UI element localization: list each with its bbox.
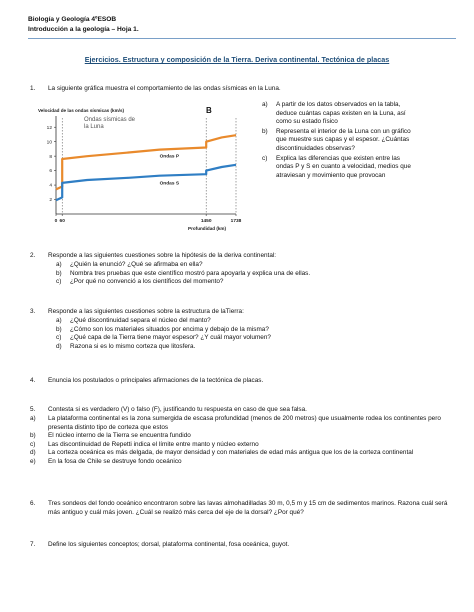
q3-text: Responde a las siguientes cuestiones sobre la estructura de laTierra: xyxy=(48,308,244,315)
q5-item-e xyxy=(30,458,448,467)
y-axis-title: Velocidad de las ondas sísmicas (km/s) xyxy=(38,108,125,113)
q2-item-b-text: Nombra tres pruebas que este científico mostró para apoyarla y explica una de ellas. xyxy=(70,269,311,277)
q1-item-c xyxy=(262,155,412,181)
q3-item-a-label: a) xyxy=(56,317,62,324)
q7-text: Define los siguientes conceptos; dorsal, plataforma continental, fosa oceánica, guyot. xyxy=(48,541,290,548)
q3-number: 3. xyxy=(30,308,36,315)
q5-item-e-label: e) xyxy=(30,457,36,465)
x-tick-label-0: 0 xyxy=(54,219,58,224)
chart-corner-letter: B xyxy=(206,106,212,115)
q1-item-b-label: b) xyxy=(262,127,268,135)
q3-item-d xyxy=(56,343,271,352)
q5-item-d xyxy=(30,449,448,458)
q5-number: 5. xyxy=(30,406,36,413)
q2-subquestions xyxy=(56,261,310,287)
q5-text: Contesta si es verdadero (V) o falso (F), justificando tu respuesta en caso de que sea falsa. xyxy=(48,406,307,413)
q2-item-b-label: b) xyxy=(56,269,62,277)
series-label-0: Ondas P xyxy=(159,154,180,160)
q4-text: Enuncia los postulados o principales afirmaciones de la tectónica de placas. xyxy=(48,377,264,384)
chart-annotation-line1: Ondas sísmicas de xyxy=(84,117,136,123)
q3-item-b-label: b) xyxy=(56,325,62,333)
x-tick-label-2: 1450 xyxy=(200,219,212,224)
q3-item-a-text: ¿Qué discontinuidad separa el núcleo del manto? xyxy=(70,317,211,324)
y-tick-label-3: 6 xyxy=(49,169,52,175)
q3-item-c-text: ¿Qué capa de la Tierra tiene mayor espesor? ¿Y cuál mayor volumen? xyxy=(70,334,271,342)
q3-item-d-label: d) xyxy=(56,342,62,350)
series-line-ondas-s xyxy=(56,165,236,201)
q2-item-c-label: c) xyxy=(56,278,62,286)
seismic-chart xyxy=(38,104,250,238)
q5-item-e-text: En la fosa de Chile se destruye fondo oceánico xyxy=(48,457,182,465)
q3-item-c-label: c) xyxy=(56,334,62,342)
q1-item-b-text: Representa el interior de la Luna con un gráfico que muestre sus capas y el espesor. ¿Cuántas discontinuidades observas? xyxy=(276,127,411,152)
series-label-1: Ondas S xyxy=(159,181,180,187)
q5-item-b xyxy=(30,432,448,441)
q3-item-b-text: ¿Cómo son los materiales situados por encima y debajo de la misma? xyxy=(70,325,269,333)
x-tick-label-1: 60 xyxy=(59,219,65,224)
q4-number: 4. xyxy=(30,377,36,384)
q1-text: La siguiente gráfica muestra el comportamiento de las ondas sísmicas en la Luna. xyxy=(48,85,281,92)
y-tick-label-4: 4 xyxy=(49,183,52,189)
q2-text: Responde a las siguientes cuestiones sobre la hipótesis de la deriva continental: xyxy=(48,252,277,259)
q2-item-c xyxy=(56,278,310,287)
q5-item-c-label: c) xyxy=(30,440,36,448)
q5-item-b-text: El núcleo interno de la Tierra se encuentra fundido xyxy=(48,432,191,440)
q3-item-d-text: Razona si es lo mismo corteza que litosfera. xyxy=(70,342,196,350)
q5-item-d-text: La corteza oceánica es más delgada, de mayor densidad y con materiales de edad más antigua que los de la corteza continental xyxy=(48,449,414,457)
q7-number: 7. xyxy=(30,541,36,548)
q1-item-b xyxy=(262,128,412,154)
q2-item-b xyxy=(56,270,310,279)
q1-item-c-label: c) xyxy=(262,154,268,162)
q1-subquestions xyxy=(262,101,412,180)
q3-item-c xyxy=(56,334,271,343)
chart-annotation-line2: la Luna xyxy=(84,124,104,130)
q6-text: Tres sondeos del fondo oceánico encontraron sobre las lavas almohadilladas 30 m, 0,5 m y 15 cm de sedimentos marinos. Razona cuál será más antiguo y cuál más joven. ¿Cuál se realizó más cerca del eje de la dorsal? ¿Por qué? xyxy=(48,500,448,516)
y-tick-label-2: 8 xyxy=(49,154,52,160)
q2-item-a xyxy=(56,261,310,270)
q1-item-a-label: a) xyxy=(262,101,268,108)
q2-item-c-text: ¿Por qué no convenció a los científicos del momento? xyxy=(70,278,224,286)
q1-number: 1. xyxy=(30,85,36,92)
q2-item-a-label: a) xyxy=(56,261,62,268)
header-divider xyxy=(28,38,456,39)
x-tick-label-3: 1738 xyxy=(230,219,242,224)
q5-item-b-label: b) xyxy=(30,432,36,440)
seismic-chart-svg xyxy=(38,104,250,238)
q3-subquestions xyxy=(56,317,271,351)
x-axis-label: Profundidad (km) xyxy=(188,226,227,231)
q5-item-c xyxy=(30,441,448,450)
q5-item-a xyxy=(30,415,448,432)
q1-item-a-text: A partir de los datos observados en la tabla, deduce cuántas capas existen en la Luna, así como su estado físico xyxy=(276,101,406,126)
q2-item-a-text: ¿Quién la enunció? ¿Qué se afirmaba en ella? xyxy=(70,261,203,268)
q2-number: 2. xyxy=(30,252,36,259)
y-tick-label-1: 10 xyxy=(46,140,52,146)
q1-item-a xyxy=(262,101,412,127)
y-tick-label-5: 2 xyxy=(49,198,52,204)
q5-item-d-label: d) xyxy=(30,449,36,457)
q5-item-c-text: Las discontinuidad de Repetti indica el límite entre manto y núcleo externo xyxy=(48,440,259,448)
q5-item-a-label: a) xyxy=(30,415,36,422)
q5-item-a-text: La plataforma continental es la zona sumergida de escasa profundidad (menos de 200 metros) que usualmente rodea los continentes pero presenta distinto tipo de corteza que estos xyxy=(48,415,441,431)
sheet-subtitle: Introducción a la geología – Hoja 1. xyxy=(28,26,139,33)
y-tick-label-0: 12 xyxy=(46,125,52,131)
q3-item-a xyxy=(56,317,271,326)
q1-item-c-text: Explica las diferencias que existen entre las ondas P y S en cuanto a velocidad, medios que atraviesan y movimiento que provocan xyxy=(276,154,411,179)
q3-item-b xyxy=(56,326,271,335)
q6-number: 6. xyxy=(30,500,36,507)
page-title: Ejercicios. Estructura y composición de la Tierra. Deriva continental. Tectónica de placas xyxy=(84,55,390,64)
q5-subquestions xyxy=(30,415,448,467)
course-title: Biología y Geología 4ºESOB xyxy=(28,16,117,23)
